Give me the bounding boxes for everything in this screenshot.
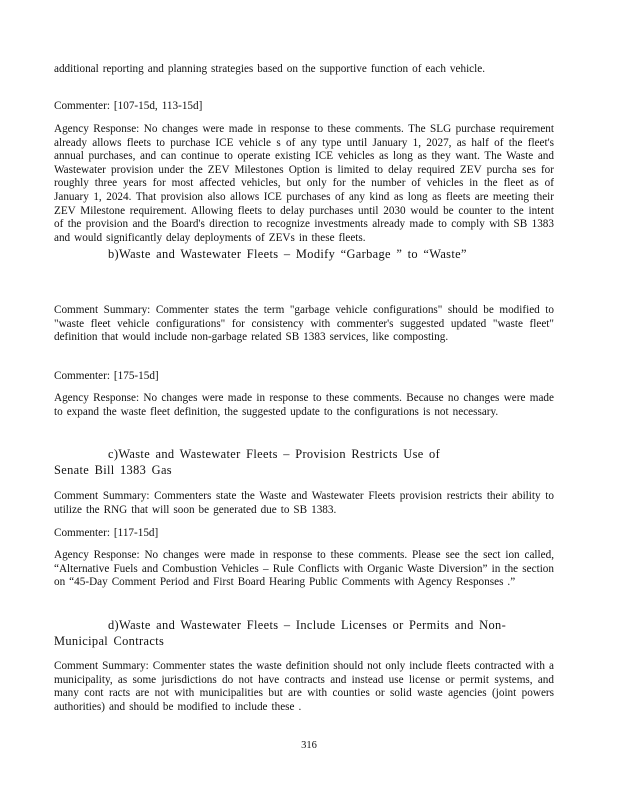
section-heading-d-continuation: Municipal Contracts — [54, 634, 165, 648]
agency-response-paragraph: Agency Response: No changes were made in response to these comments. The SLG purchase requirement already allows fleets to purchase ICE vehicle s of any type until January 1, 2027, as half of the fleet's annual purchases, and can continue to operate existing ICE vehicles as long as they want. The Waste and Wastewater provision under the ZEV Milestones Option is limited to delay required ZEV purcha ses for roughly three years for most affected vehicles, but only for the number of vehicles in the fleet as of January 1, 2024. That provision also allows ICE purchases of any kind as long as fleets are meeting their ZEV Milestone requirement. Allowing fleets to delay purchases until 2030 would be counter to the intent of the provision and the Board's direction to recognize investments already made to comply with SB 1383 and would significantly delay deployments of ZEVs in these fleets. — [54, 123, 554, 244]
commenter-line: Commenter: [175-15d] — [54, 370, 159, 382]
comment-summary-paragraph: Comment Summary: Commenter states the term "garbage vehicle configurations" should be modified to "waste fleet vehicle configurations" for consistency with commenter's suggested updated "waste fleet" definition that would include non-garbage related SB 1383 services, like composting. — [54, 304, 554, 344]
agency-response-paragraph: Agency Response: No changes were made in response to these comments. Please see the sect ion called, “Alternative Fuels and Combustion Vehicles – Rule Conflicts with Organic Waste Diversion” in the section on “45-Day Comment Period and First Board Hearing Public Comments with Agency Responses .” — [54, 549, 554, 589]
comment-summary-paragraph: Comment Summary: Commenters state the Waste and Wastewater Fleets provision restricts their ability to utilize the RNG that will soon be generated due to SB 1383. — [54, 490, 554, 516]
comment-summary-paragraph: Comment Summary: Commenter states the waste definition should not only include fleets contracted with a municipality, as some jurisdictions do not have contracts and instead use license or permit systems, and many cont racts are not with municipalities but are with counties or solid waste agencies (joint powers authorities) and should be modified to include these . — [54, 660, 554, 713]
section-heading-b: b)Waste and Wastewater Fleets – Modify “Garbage ” to “Waste” — [108, 247, 467, 261]
commenter-line: Commenter: [107-15d, 113-15d] — [54, 100, 203, 112]
intro-paragraph: additional reporting and planning strategies based on the supportive function of each vehicle. — [54, 63, 486, 75]
section-heading-c-continuation: Senate Bill 1383 Gas — [54, 463, 172, 477]
commenter-line: Commenter: [117-15d] — [54, 527, 159, 539]
page-number: 316 — [301, 740, 317, 751]
section-heading-c: c)Waste and Wastewater Fleets – Provision Restricts Use of — [108, 447, 441, 461]
section-heading-d: d)Waste and Wastewater Fleets – Include Licenses or Permits and Non- — [108, 618, 507, 632]
agency-response-paragraph: Agency Response: No changes were made in response to these comments. Because no changes were made to expand the waste fleet definition, the suggested update to the configurations is not necessary. — [54, 392, 554, 418]
